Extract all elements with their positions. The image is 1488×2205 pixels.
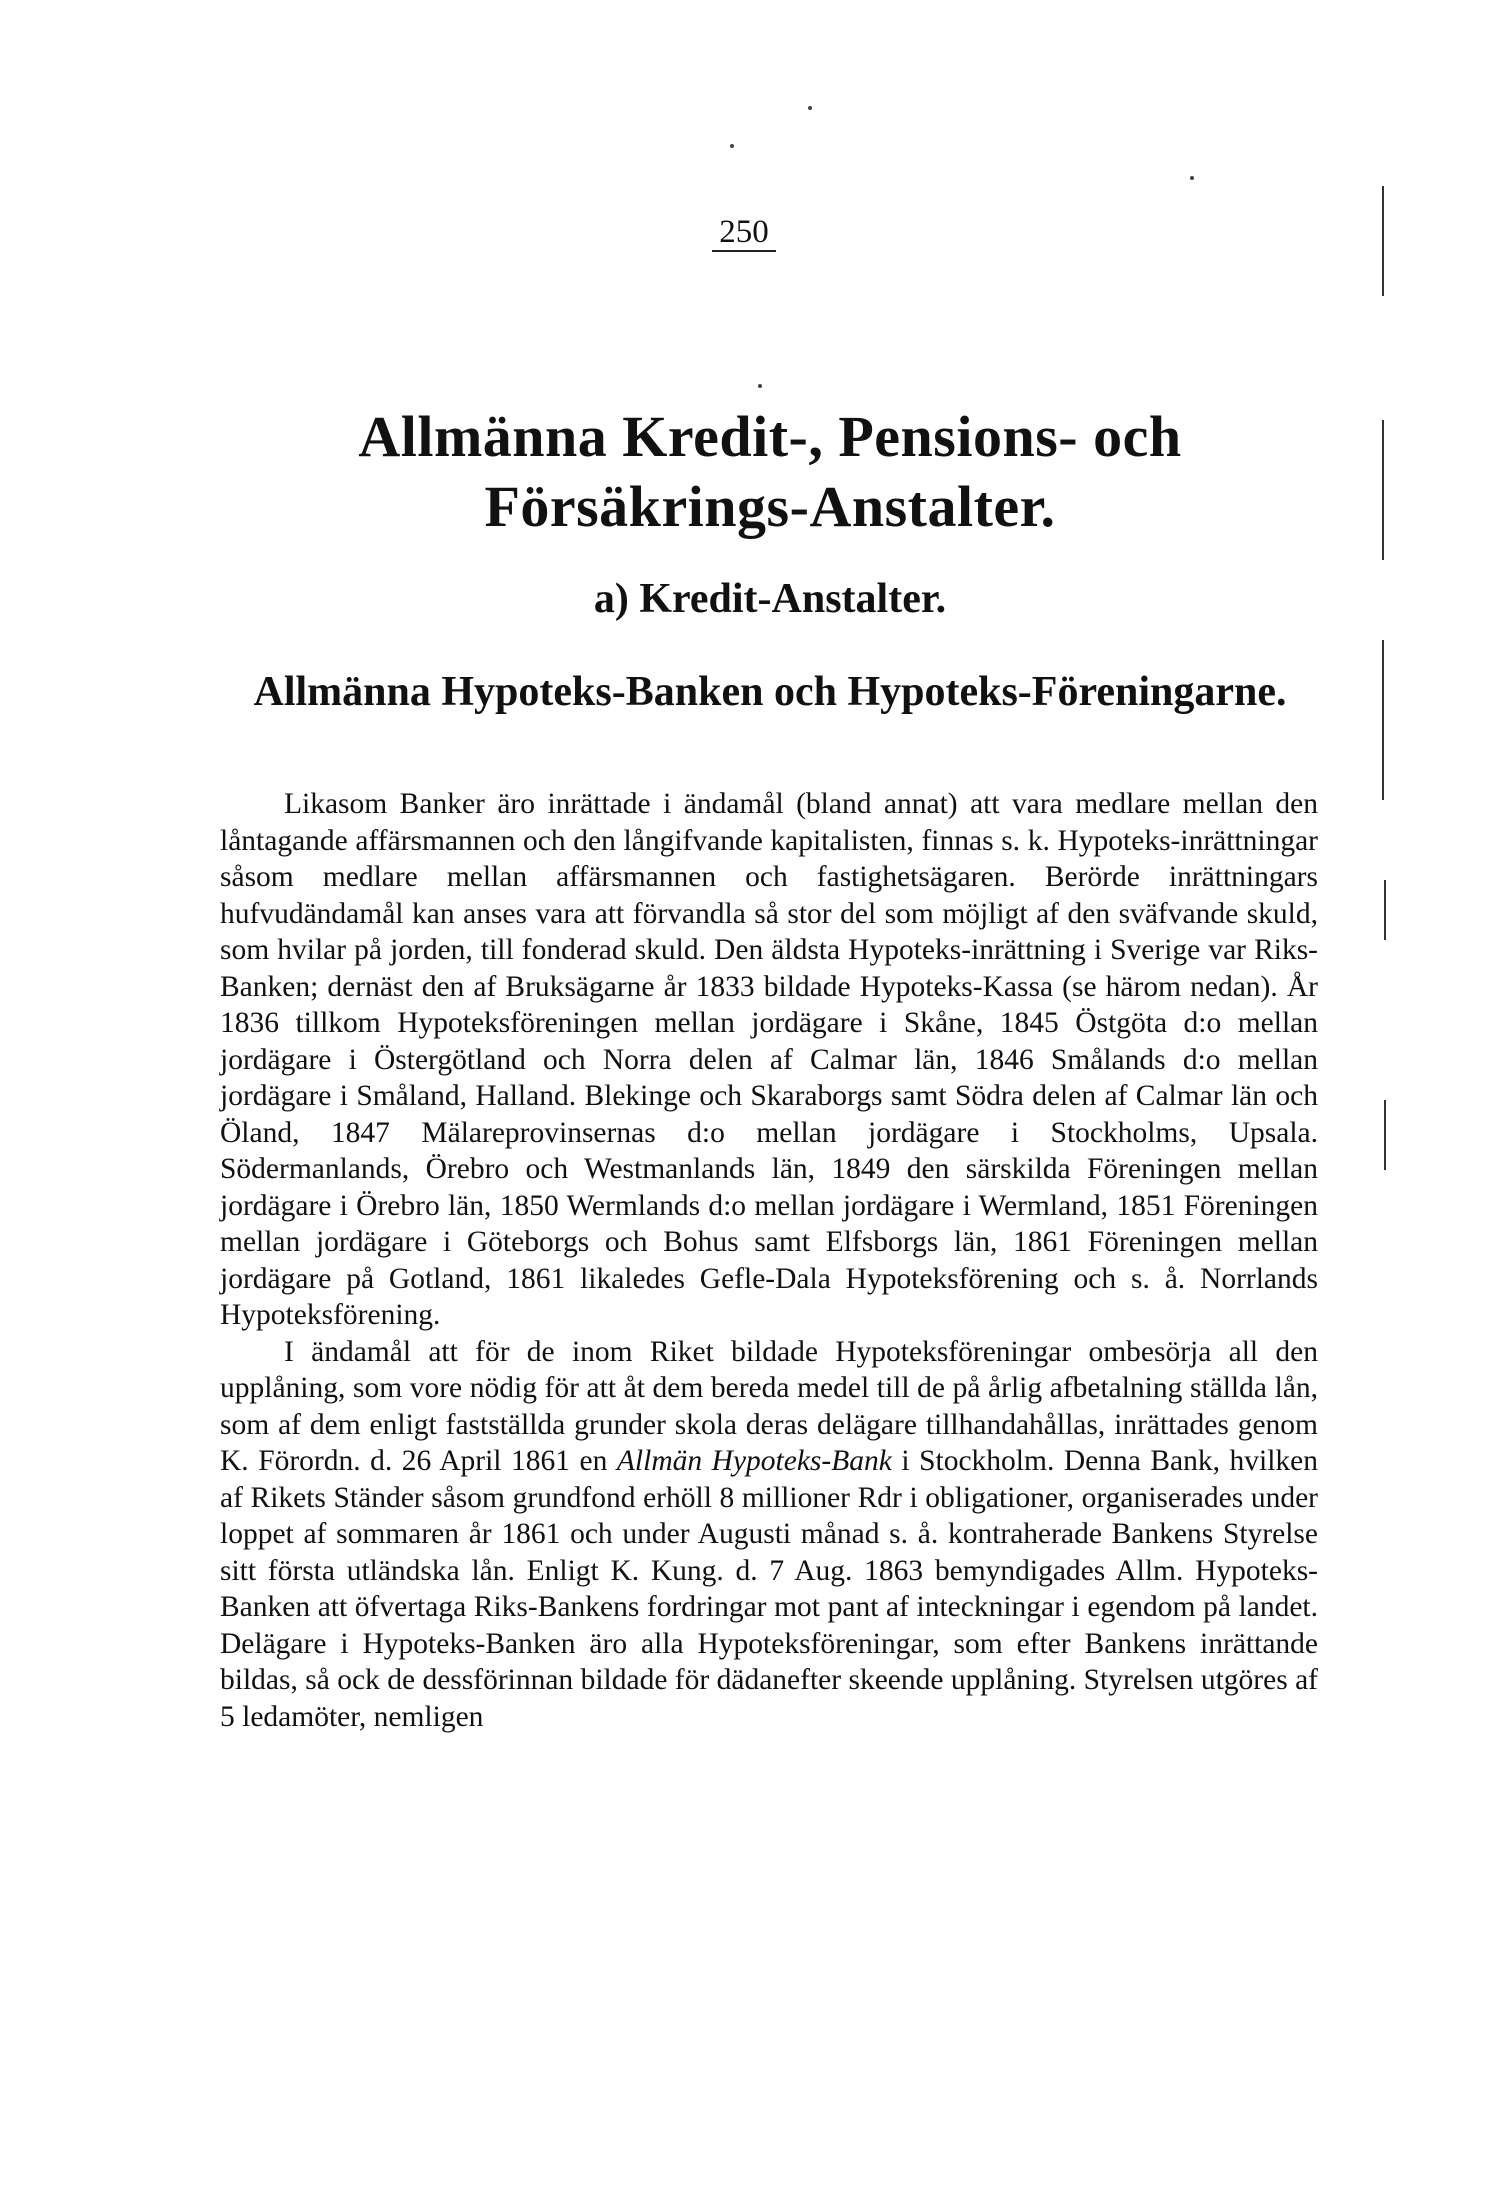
sub-title: Allmänna Hypoteks-Banken och Hypoteks-Föreningarne. — [253, 669, 1287, 715]
paragraph-1: Likasom Banker äro inrättade i ändamål (bland annat) att vara medlare mellan den låntagande affärsmannen och den långifvande kapitalisten, finnas s. k. Hypoteks-inrättningar såsom medlare mellan affärsmannen och fastighetsägaren. Berörde inrättningars hufvudändamål kan anses vara att förvandla så stor del som möjligt af den sväfvande skuld, som hvilar på jorden, till fonderad skuld. Den äldsta Hypoteks-inrättning i Sverige var Riks-Banken; dernäst den af Bruksägarne år 1833 bildade Hypoteks-Kassa (se härom nedan). År 1836 tillkom Hypoteksföreningen mellan jordägare i Skåne, 1845 Östgöta d:o mellan jordägare i Östergötland och Norra delen af Calmar län, 1846 Smålands d:o mellan jordägare i Småland, Halland. Blekinge och Skaraborgs samt Södra delen af Calmar län och Öland, 1847 Mälareprovinsernas d:o mellan jordägare i Stockholms, Upsala. Södermanlands, Örebro och Westmanlands län, 1849 den särskilda Föreningen mellan jordägare i Örebro län, 1850 Wermlands d:o mellan jordägare i Wermland, 1851 Föreningen mellan jordägare i Göteborgs och Bohus samt Elfsborgs län, 1861 Föreningen mellan jordägare på Gotland, 1861 likaledes Gefle-Dala Hypoteksförening och s. å. Norrlands Hypoteksförening. — [220, 788, 1318, 1331]
scan-speck-1 — [730, 144, 734, 148]
main-title: Allmänna Kredit-, Pensions- och Försäkrings-Anstalter. — [358, 404, 1182, 539]
body-text — [220, 786, 1318, 1735]
page-number-underline — [712, 250, 776, 252]
scan-margin-line-5 — [1384, 1100, 1386, 1170]
paragraph-2 — [220, 1334, 1318, 1736]
scan-margin-line-1 — [1382, 186, 1384, 296]
paragraph-2-start: I ändamål att för de inom Riket bildade Hypoteksföreningar ombesörja all den upplåning, som vore nödig för att åt dem bereda medel till de på årlig afbetalning ställda lån, som af dem enligt fastställda grunder skola deras delägare tillhandahållas, inrättades genom K. Förordn. d. 26 April 1861 en — [220, 1335, 1318, 1477]
paragraph-2-italic-name: Allmän Hypoteks-Bank — [616, 1445, 892, 1477]
scan-margin-line-2 — [1382, 420, 1384, 560]
section-title: a) Kredit-Anstalter. — [593, 576, 947, 622]
scan-speck-4 — [758, 384, 762, 388]
scan-margin-line-4 — [1384, 880, 1386, 940]
scan-speck-2 — [808, 106, 812, 110]
paragraph-2-end: i Stockholm. Denna Bank, hvilken af Rikets Ständer såsom grundfond erhöll 8 millioner Rdr i obligationer, organiserades under loppet af sommaren år 1861 och under Augusti månad s. å. kontraherade Bankens Styrelse sitt första utländska lån. Enligt K. Kung. d. 7 Aug. 1863 bemyndigades Allm. Hypoteks-Banken att öfvertaga Riks-Bankens fordringar mot pant af inteckningar i egendom på landet. Delägare i Hypoteks-Banken äro alla Hypoteksföreningar, som efter Bankens inrättande bildas, så ock de dessförinnan bildade för dädanefter skeende upplåning. Styrelsen utgöres af 5 ledamöter, nemligen — [220, 1445, 1319, 1733]
scan-margin-line-3 — [1382, 640, 1384, 800]
scan-speck-3 — [1190, 176, 1194, 180]
page-number: 250 — [719, 214, 769, 250]
